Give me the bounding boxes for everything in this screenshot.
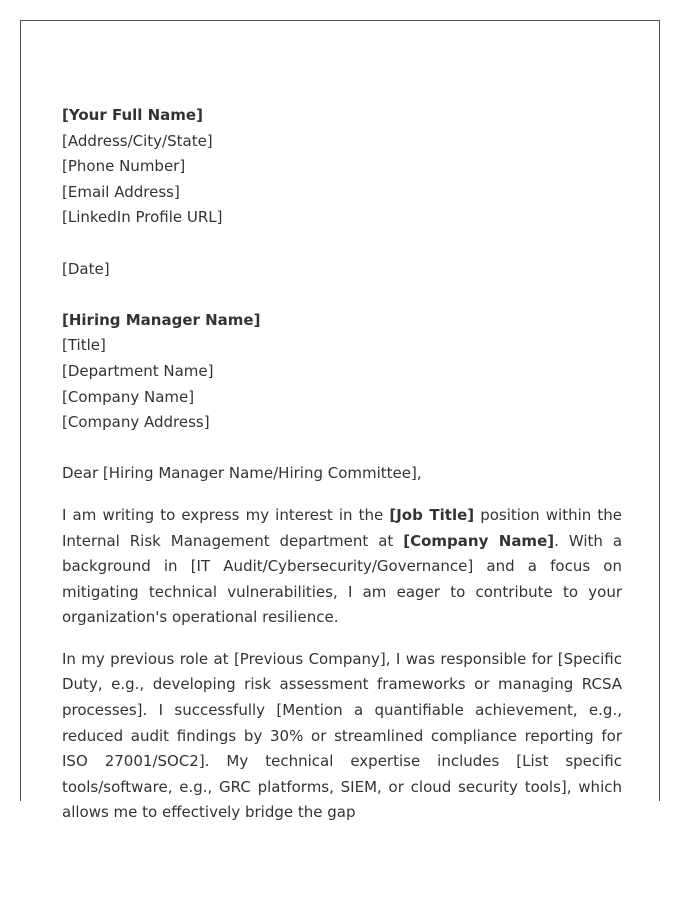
sender-address: [Address/City/State] — [62, 131, 213, 150]
letter-body — [62, 103, 622, 826]
sender-phone: [Phone Number] — [62, 157, 186, 176]
sender-name: [Your Full Name] — [62, 106, 203, 124]
company-name-placeholder: [Company Name] — [403, 531, 555, 550]
recipient-block — [62, 308, 622, 436]
sender-linkedin: [LinkedIn Profile URL] — [62, 208, 223, 227]
sender-email: [Email Address] — [62, 182, 180, 201]
paragraph-experience: In my previous role at [Previous Company], I was responsible for [Specific Duty, e.g., developing risk assessment frameworks or managing RCSA processes]. I successfully [Mention a quantifiable achievement, e.g., reduced audit findings by 30% or streamlined compliance reporting for ISO 27001/SOC2]. My technical expertise includes [List specific tools/software, e.g., GRC platforms, SIEM, or cloud security tools], which allows me to effectively bridge the gap — [62, 649, 622, 822]
recipient-address: [Company Address] — [62, 413, 210, 432]
paragraph-intro-text-3: . With a background in [IT Audit/Cybersecurity/Governance] and a focus on mitigating technical vulnerabilities, I am eager to contribute to your organization's operational resilience. — [62, 531, 623, 627]
letter-date: [Date] — [62, 259, 110, 278]
sender-block — [62, 103, 622, 231]
recipient-name: [Hiring Manager Name] — [62, 310, 261, 329]
recipient-department: [Department Name] — [62, 361, 214, 380]
paragraph-intro-text-1: I am writing to express my interest in the — [62, 505, 390, 524]
job-title-placeholder: [Job Title] — [389, 505, 475, 524]
recipient-title: [Title] — [62, 336, 106, 355]
document-page — [20, 20, 660, 822]
paragraph-intro — [62, 503, 622, 631]
paragraph-intro-text-2: position within the Internal Risk Management department at — [62, 505, 622, 550]
recipient-company: [Company Name] — [62, 387, 195, 406]
salutation: Dear [Hiring Manager Name/Hiring Committee], — [62, 464, 422, 483]
